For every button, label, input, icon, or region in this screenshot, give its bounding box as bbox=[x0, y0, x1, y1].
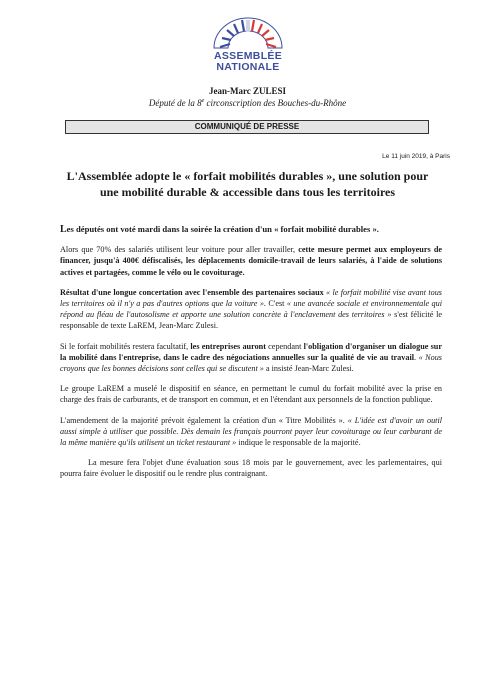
p6-text-c: indique le responsable de la majorité. bbox=[236, 438, 361, 448]
p3-text-c: C'est bbox=[268, 299, 287, 309]
p3-text-d: « une avancée sociale et environnementale qui répond au fléau de l'autosolisme et apporte une solution concrète à l'enclavement des territoires » bbox=[60, 299, 442, 320]
p4-text-f: « Nous croyons que les bonnes décisions sont celles qui se discutent » bbox=[60, 352, 442, 374]
p2-text-a: Alors que 70% des salariés utilisent leur voiture pour aller travailler, bbox=[60, 245, 299, 255]
headline bbox=[50, 168, 445, 200]
p6-text-a: L'amendement de la majorité prévoit également la création d'un « Titre Mobilités ». bbox=[60, 415, 348, 425]
paragraph-6 bbox=[60, 415, 442, 449]
deputy-role-prefix: Député de la 8 bbox=[148, 98, 202, 108]
p4-text-e: . bbox=[414, 352, 419, 362]
headline-line-1: L'Assemblée adopte le « forfait mobilités durables », une solution pour bbox=[66, 169, 429, 183]
deputy-role-suffix: circonscription des Bouches-du-Rhône bbox=[204, 98, 347, 108]
lead-initial: L bbox=[60, 224, 67, 235]
p3-text-e: s'est félicité le responsable de texte LaREM, Jean-Marc Zulesi. bbox=[60, 310, 442, 331]
p4-text-d: l'obligation d'organiser un dialogue sur la mobilité dans l'entreprise, dans le cadre des négociations annuelles sur la qualité de vie au travail bbox=[60, 341, 442, 362]
paragraph-5: Le groupe LaREM a muselé le dispositif en séance, en permettant le cumul du forfait mobilité avec la prise en charge des frais de carburants, et de transport en commun, et en l'étendant aux personnels de la fonction publique. bbox=[60, 384, 442, 405]
p2-text-b: cette mesure permet aux employeurs de financer, jusqu'à 400€ défiscalisés, les déplacements domicile-travail de leurs salariés, à l'aide de solutions actives et partagées, comme le vélo ou le covoiturage. bbox=[60, 245, 443, 277]
p6-text-b: « L'idée est d'avoir un outil aussi simple à utiliser que possible. Dès demain les français pourront payer leur covoiturage ou leur carburant de la même manière qu'ils utilisent un ticket restaurant » bbox=[60, 415, 442, 448]
p3-text-b: « le forfait mobilité vise avant tous les territoires où il n'y a pas d'autres options que la voiture ». bbox=[60, 287, 442, 309]
deputy-role-superscript: e bbox=[201, 98, 205, 104]
p3-text-a: Résultat d'une longue concertation avec l'ensemble des partenaires sociaux bbox=[60, 287, 324, 297]
lead-paragraph bbox=[60, 224, 442, 235]
paragraph-7: La mesure fera l'objet d'une évaluation sous 18 mois par le gouvernement, avec les parlementaires, qui pourra faire évoluer le dispositif ou le rendre plus contraignant. bbox=[60, 458, 442, 479]
paragraph-3 bbox=[60, 287, 442, 332]
deputy-name: Jean-Marc ZULESI bbox=[208, 86, 287, 96]
p4-text-a: Si le forfait mobilités restera facultatif, bbox=[60, 341, 191, 351]
article-body bbox=[60, 224, 442, 489]
logo-text-nationale: NATIONALE bbox=[216, 61, 280, 73]
paragraph-2 bbox=[60, 244, 442, 278]
deputy-role bbox=[0, 98, 495, 108]
p4-text-b: les entreprises auront bbox=[190, 341, 266, 351]
lead-text: es députés ont voté mardi dans la soirée la création d'un « forfait mobilité durables ». bbox=[66, 224, 379, 234]
p4-text-c: cependant bbox=[265, 341, 304, 351]
logo-text-assemblee: ASSEMBLÉE bbox=[213, 50, 283, 62]
press-release-banner: COMMUNIQUÉ DE PRESSE bbox=[65, 120, 429, 134]
p4-text-g: a insisté Jean-Marc Zulesi. bbox=[263, 364, 354, 374]
assemblee-nationale-logo bbox=[205, 14, 291, 76]
release-date: Le 11 juin 2019, à Paris bbox=[382, 153, 450, 160]
headline-line-2: une mobilité durable & accessible dans tous les territoires bbox=[99, 185, 396, 199]
hemicycle-icon bbox=[210, 14, 286, 50]
paragraph-4 bbox=[60, 341, 442, 375]
